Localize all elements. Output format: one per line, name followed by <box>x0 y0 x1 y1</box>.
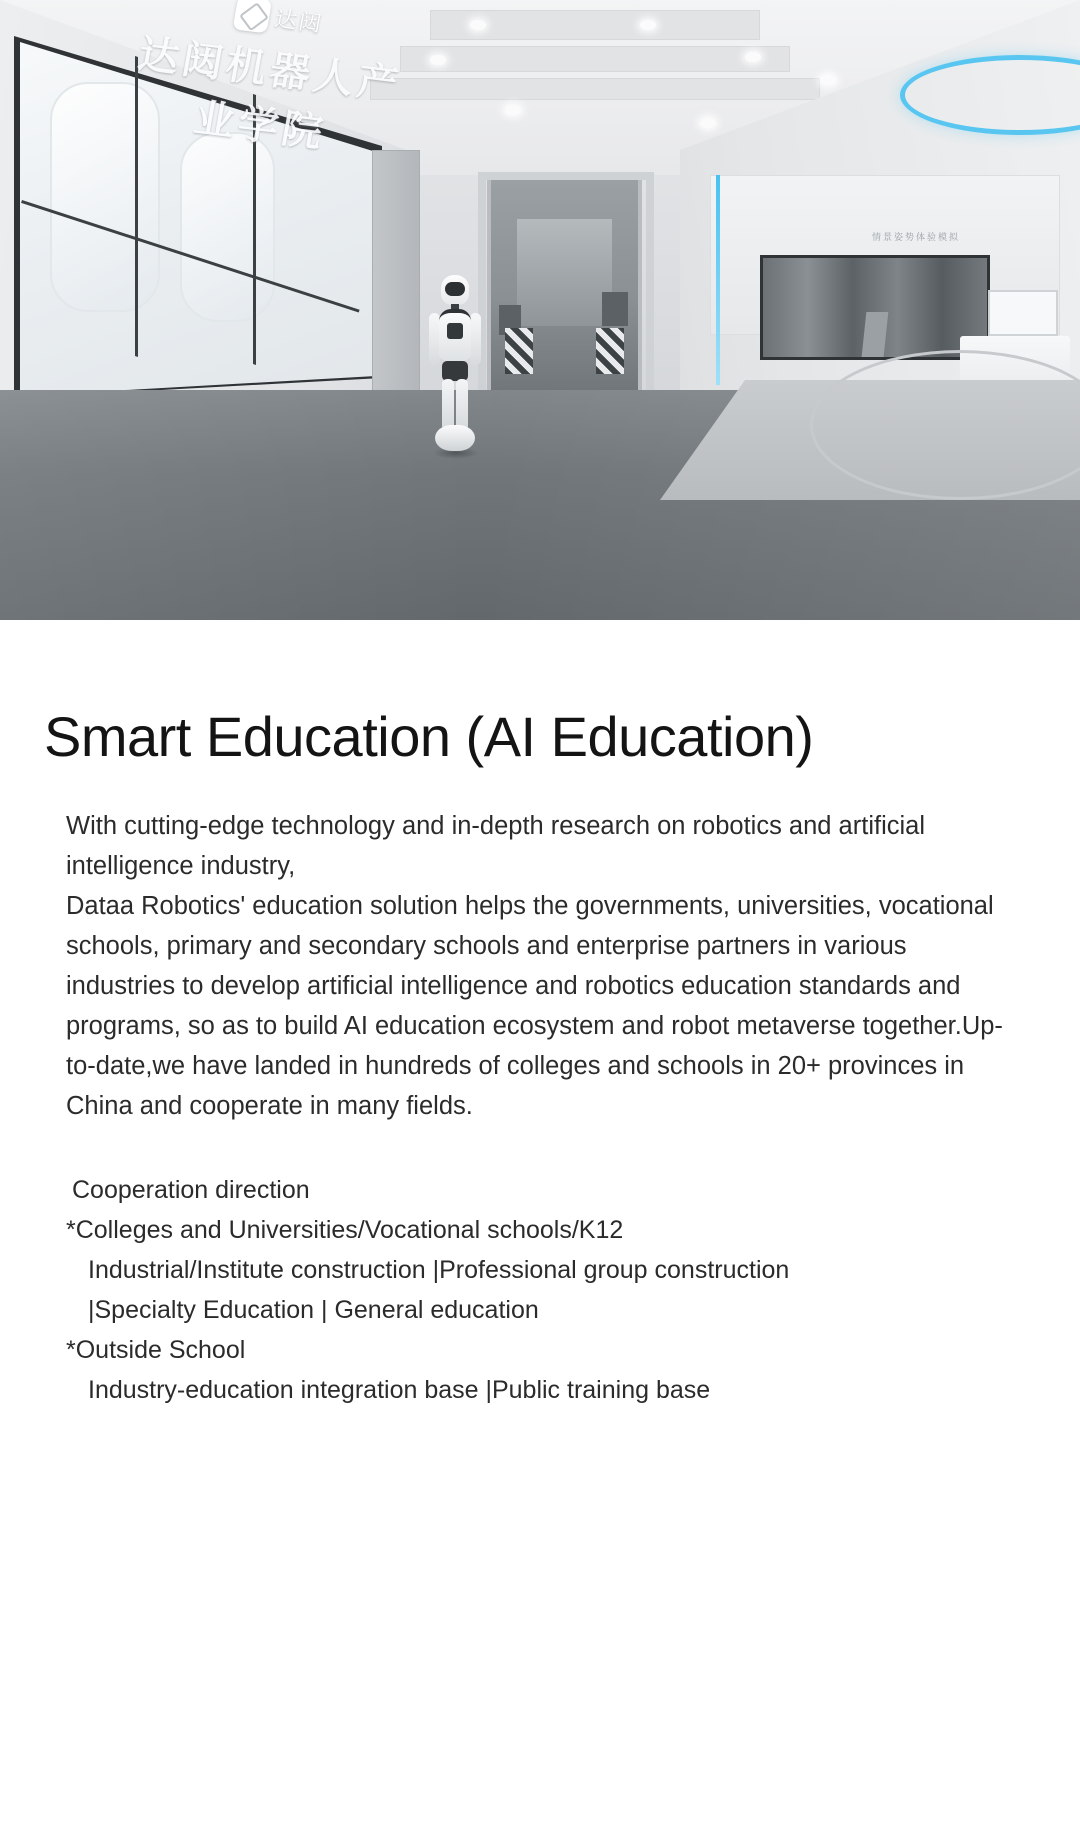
wall-logo <box>109 0 431 157</box>
ceiling-light-icon <box>640 20 656 30</box>
intro-paragraph-2: Dataa Robotics' education solution helps the governments, universities, vocational schools, primary and secondary schools and enterprise partners in various industries to develop artificial intelligence and robotics education standards and programs, so as to build AI education ecosystem and robot metaverse together.Up-to-date,we have landed in hundreds of colleges and schools in 20+ provinces in China and cooperate in many fields. <box>66 891 1003 1120</box>
ceiling-light-icon <box>820 75 836 85</box>
ceiling-light-icon <box>505 105 521 115</box>
ceiling-light-icon <box>700 118 716 128</box>
ceiling-recess <box>370 78 820 100</box>
wall-logo-brand: 达闼 <box>272 5 325 37</box>
exhibit-kiosk-screen <box>988 290 1058 336</box>
side-door <box>372 150 420 415</box>
blue-light-strip <box>716 175 720 385</box>
exhibit-caption: 情景姿势体验模拟 <box>871 232 960 242</box>
ceiling-light-icon <box>745 52 761 62</box>
page-title: Smart Education (AI Education) <box>44 705 814 768</box>
cooperation-item: |Specialty Education | General education <box>88 1295 539 1324</box>
cooperation-item: *Outside School <box>66 1335 246 1364</box>
cooperation-section <box>66 1170 1024 1410</box>
content-area <box>0 706 1080 1410</box>
ceiling-light-icon <box>470 20 486 30</box>
intro-paragraph-1: With cutting-edge technology and in-depth research on robotics and artificial intelligence industry, <box>66 811 925 880</box>
cooperation-item: *Colleges and Universities/Vocational schools/K12 <box>66 1215 624 1244</box>
intro-paragraphs <box>66 806 1018 1126</box>
ceiling-recess <box>400 46 790 72</box>
exhibit-display-screen <box>760 255 990 360</box>
humanoid-robot <box>425 275 485 460</box>
cooperation-heading: Cooperation direction <box>72 1175 310 1204</box>
back-corridor <box>487 180 642 395</box>
hero-image <box>0 0 1080 620</box>
cooperation-item: Industry-education integration base |Public training base <box>88 1375 711 1404</box>
wall-logo-chinese: 达闼机器人产业学院 <box>134 32 406 156</box>
dataa-logo-icon <box>233 0 273 33</box>
cooperation-item: Industrial/Institute construction |Professional group construction <box>88 1255 790 1284</box>
ceiling-light-icon <box>430 55 446 65</box>
